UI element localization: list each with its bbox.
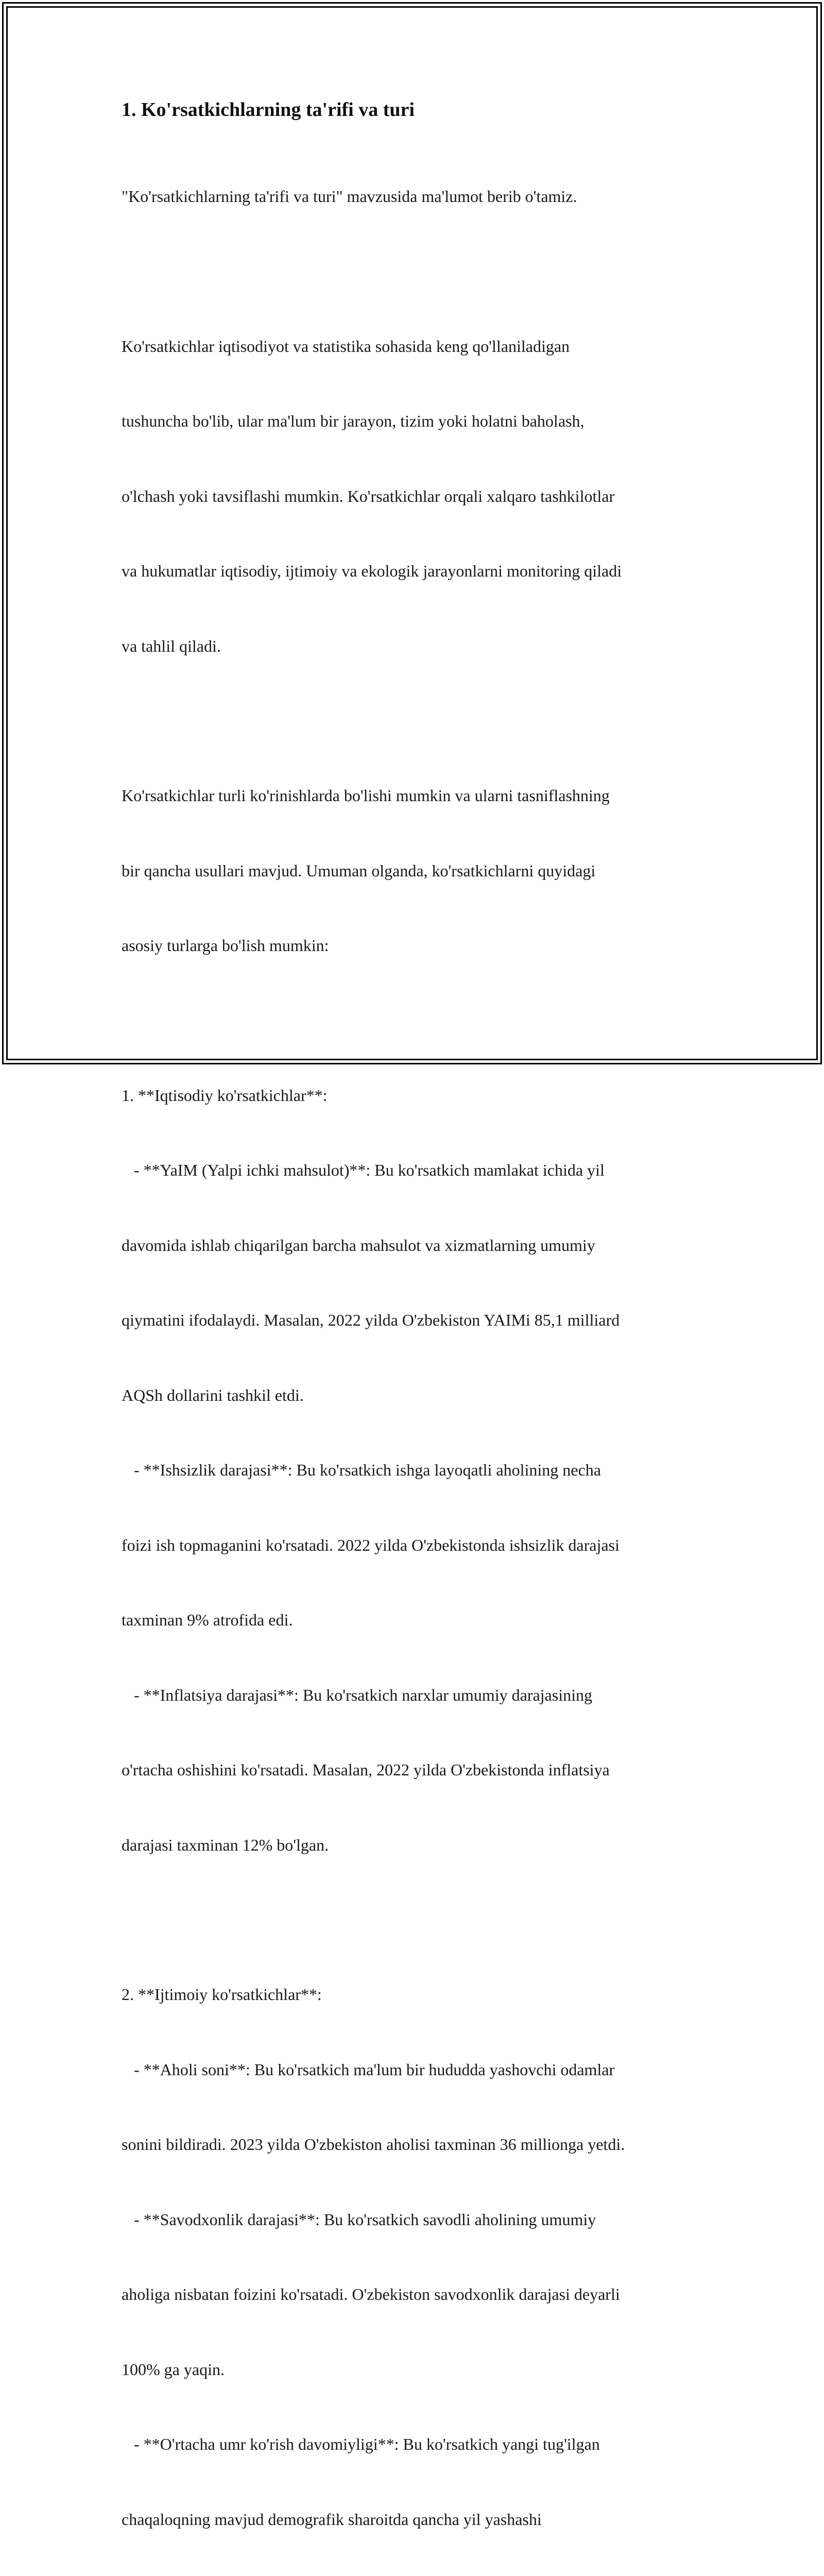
document-page: [122, 96, 703, 2576]
text-line: Ko'rsatkichlar turli ko'rinishlarda bo'lishi mumkin va ularni tasniflashning: [122, 786, 610, 805]
list-item-line: darajasi taxminan 12% bo'lgan.: [122, 1835, 329, 1854]
list-item-line: taxminan 9% atrofida edi.: [122, 1611, 293, 1629]
list-item-line: - **YaIM (Yalpi ichki mahsulot)**: Bu ko'rsatkich mamlakat ichida yil: [122, 1161, 605, 1179]
list-item-line: foizi ish topmaganini ko'rsatadi. 2022 yilda O'zbekistonda ishsizlik darajasi: [122, 1535, 620, 1554]
list-item-line: - **Aholi soni**: Bu ko'rsatkich ma'lum bir hududda yashovchi odamlar: [122, 2060, 615, 2079]
list-item-line: qiymatini ifodalaydi. Masalan, 2022 yilda O'zbekiston YAIMi 85,1 milliard: [122, 1311, 620, 1329]
list-item-line: aholiga nisbatan foizini ko'rsatadi. O'zbekiston savodxonlik darajasi deyarli: [122, 2285, 620, 2303]
list-heading: 2. **Ijtimoiy ko'rsatkichlar**:: [122, 1985, 322, 2004]
list-heading: 1. **Iqtisodiy ko'rsatkichlar**:: [122, 1086, 328, 1105]
list-economic-indicators: [122, 1033, 703, 1908]
list-item-line: davomida ishlab chiqarilgan barcha mahsulot va xizmatlarning umumiy: [122, 1235, 595, 1255]
list-item-line: 100% ga yaqin.: [122, 2360, 225, 2379]
paragraph-classification: [122, 733, 703, 1008]
list-item-line: - **Inflatsiya darajasi**: Bu ko'rsatkich narxlar umumiy darajasining: [122, 1685, 592, 1704]
text-line: o'lchash yoki tavsiflashi mumkin. Ko'rsatkichlar orqali xalqaro tashkilotlar: [122, 486, 615, 505]
text-line: tushuncha bo'lib, ular ma'lum bir jarayon, tizim yoki holatni baholash,: [122, 412, 585, 430]
text-line: bir qancha usullari mavjud. Umuman olganda, ko'rsatkichlarni quyidagi: [122, 861, 596, 880]
list-item-line: - **Ishsizlik darajasi**: Bu ko'rsatkich ishga layoqatli aholining necha: [122, 1461, 601, 1479]
text-line: asosiy turlarga bo'lish mumkin:: [122, 936, 329, 955]
list-item-line: o'rtacha oshishini ko'rsatadi. Masalan, 2022 yilda O'zbekistonda inflatsiya: [122, 1760, 610, 1779]
list-social-indicators: [122, 1932, 703, 2576]
paragraph-definition: [122, 284, 703, 709]
document-title: 1. Ko'rsatkichlarning ta'rifi va turi: [122, 99, 415, 121]
list-item-line: - **Savodxonlik darajasi**: Bu ko'rsatkich savodli aholining umumiy: [122, 2210, 596, 2229]
list-item-line: chaqaloqning mavjud demografik sharoitda qancha yil yashashi: [122, 2510, 542, 2529]
list-item-line: sonini bildiradi. 2023 yilda O'zbekiston aholisi taxminan 36 millionga yetdi.: [122, 2135, 625, 2154]
text-line: va hukumatlar iqtisodiy, ijtimoiy va ekologik jarayonlarni monitoring qiladi: [122, 562, 622, 580]
text-line: Ko'rsatkichlar iqtisodiyot va statistika sohasida keng qo'llaniladigan: [122, 336, 570, 355]
list-item-line: AQSh dollarini tashkil etdi.: [122, 1385, 304, 1404]
text-line: va tahlil qiladi.: [122, 636, 221, 655]
text-line: "Ko'rsatkichlarning ta'rifi va turi" mavzusida ma'lumot berib o'tamiz.: [122, 187, 577, 206]
list-item-line: - **O'rtacha umr ko'rish davomiyligi**: Bu ko'rsatkich yangi tug'ilgan: [122, 2435, 600, 2453]
paragraph-intro: [122, 134, 703, 259]
